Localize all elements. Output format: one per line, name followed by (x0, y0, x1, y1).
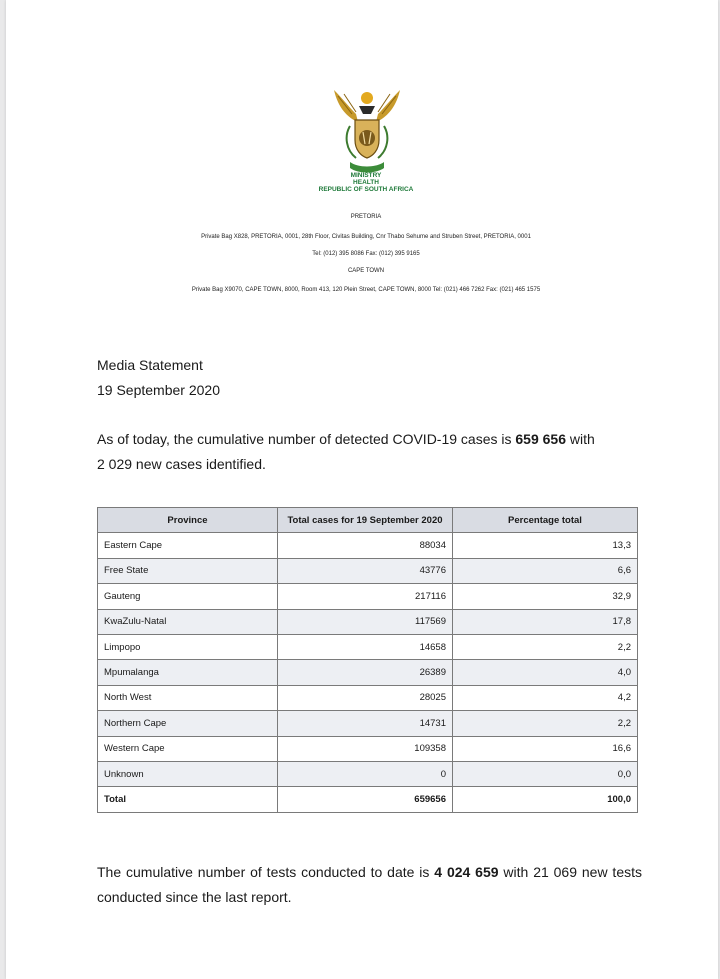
document-page (6, 0, 718, 979)
province-cell: Mpumalanga (98, 660, 278, 685)
table-row (98, 685, 638, 710)
address-line-cape-town: Private Bag X9070, CAPE TOWN, 8000, Room 413, 120 Plein Street, CAPE TOWN, 8000 Tel: (021) 466 7262 Fax: (021) 465 1575 (191, 287, 541, 293)
table-row (98, 634, 638, 659)
percentage-cell: 2,2 (453, 634, 638, 659)
ministry-line-3: REPUBLIC OF SOUTH AFRICA (318, 186, 414, 193)
province-cell: Limpopo (98, 634, 278, 659)
table-row (98, 584, 638, 609)
province-cell: Northern Cape (98, 711, 278, 736)
percentage-cell: 16,6 (453, 736, 638, 761)
cases-cell: 117569 (278, 609, 453, 634)
cases-cell: 14658 (278, 634, 453, 659)
table-total-row (98, 787, 638, 812)
header-percentage: Percentage total (453, 508, 638, 533)
table-row (98, 711, 638, 736)
address-city-pretoria: PRETORIA (350, 214, 382, 220)
province-cases-table (97, 507, 638, 813)
percentage-cell: 6,6 (453, 558, 638, 583)
province-cell: Unknown (98, 761, 278, 786)
province-cell: KwaZulu-Natal (98, 609, 278, 634)
table-row (98, 761, 638, 786)
total-percentage-cell: 100,0 (453, 787, 638, 812)
header-total-cases: Total cases for 19 September 2020 (278, 508, 453, 533)
total-cases-cell: 659656 (278, 787, 453, 812)
intro-prefix: As of today, the cumulative number of detected COVID-19 cases is (97, 431, 516, 447)
cases-cell: 217116 (278, 584, 453, 609)
cases-cell: 109358 (278, 736, 453, 761)
percentage-cell: 4,2 (453, 685, 638, 710)
province-cell: Free State (98, 558, 278, 583)
statement-date: 19 September 2020 (97, 382, 220, 398)
percentage-cell: 0,0 (453, 761, 638, 786)
address-city-cape-town: CAPE TOWN (347, 268, 385, 274)
header-province: Province (98, 508, 278, 533)
statement-title: Media Statement (97, 357, 203, 373)
cases-cell: 28025 (278, 685, 453, 710)
province-cell: Western Cape (98, 736, 278, 761)
total-label-cell: Total (98, 787, 278, 812)
tests-prefix: The cumulative number of tests conducted to date is (97, 864, 435, 880)
province-cell: North West (98, 685, 278, 710)
cases-cell: 26389 (278, 660, 453, 685)
tests-suffix: with 21 069 new tests conducted since the last report. (97, 864, 642, 905)
table-row (98, 660, 638, 685)
percentage-cell: 4,0 (453, 660, 638, 685)
phone-line-pretoria: Tel: (012) 395 8086 Fax: (012) 395 9165 (312, 251, 420, 257)
table-row (98, 558, 638, 583)
intro-middle: with (566, 431, 595, 447)
table-row (98, 533, 638, 558)
cases-cell: 43776 (278, 558, 453, 583)
coat-of-arms-icon (328, 84, 406, 176)
percentage-cell: 13,3 (453, 533, 638, 558)
province-cell: Eastern Cape (98, 533, 278, 558)
percentage-cell: 32,9 (453, 584, 638, 609)
ministry-line-2: HEALTH (353, 179, 379, 186)
intro-paragraph (97, 427, 642, 477)
table-row (98, 609, 638, 634)
province-cell: Gauteng (98, 584, 278, 609)
table-row (98, 736, 638, 761)
tests-total: 4 024 659 (434, 864, 499, 880)
cases-cell: 88034 (278, 533, 453, 558)
cases-total: 659 656 (515, 431, 566, 447)
table-header-row (98, 508, 638, 533)
tests-paragraph (97, 860, 642, 910)
percentage-cell: 17,8 (453, 609, 638, 634)
cases-cell: 14731 (278, 711, 453, 736)
intro-line-2: 2 029 new cases identified. (97, 456, 266, 472)
percentage-cell: 2,2 (453, 711, 638, 736)
cases-cell: 0 (278, 761, 453, 786)
ministry-line-1: MINISTRY (350, 172, 382, 179)
address-line-pretoria: Private Bag X828, PRETORIA, 0001, 28th Floor, Civitas Building, Cnr Thabo Sehume and Struben Street, PRETORIA, 0001 (201, 234, 531, 240)
